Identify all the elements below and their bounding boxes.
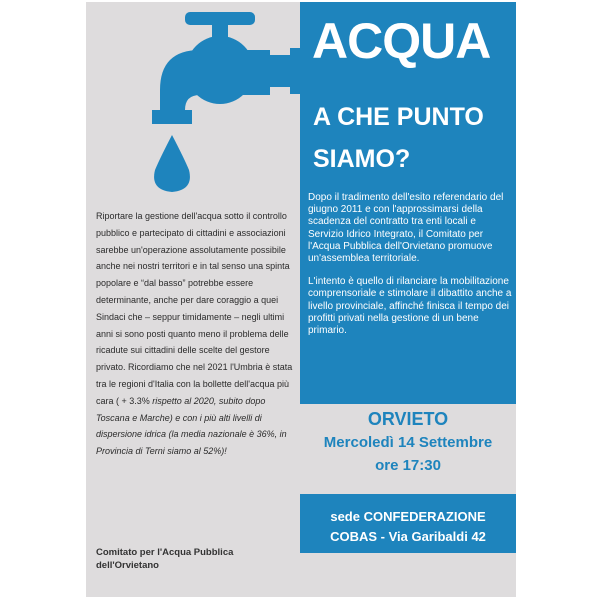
intro-paragraph-1: Dopo il tradimento dell'esito referendario del giugno 2011 e con l'approssimarsi della scadenza del contratto tra enti locali e Servizio Idrico Integrato, il Comitato per l'Acqua Pubblica dell'Orvietano promuove un'assemblea territoriale. bbox=[308, 192, 504, 265]
body-text-italic: rispetto al 2020, subito dopo Toscana e Marche) e con i più alti livelli di dispersione idrica (la media nazionale è 36%, in Provincia di Terni siamo al 52%)! bbox=[96, 395, 287, 457]
intro-text bbox=[308, 192, 512, 348]
body-text-main: Riportare la gestione dell'acqua sotto il controllo pubblico e partecipato di cittadini e associazioni sarebbe un'operazione assolutamente possibile anche nei nostri territori e in tal senso una spinta popolare e “dal basso” potrebbe essere determinante, anche per dare coraggio a quei Sindaci che – seppur timidamente – negli ultimi anni si sono posti quanto meno il problema delle ricadute sui cittadini delle scelte del gestore privato. Ricordiamo che nel 2021 l'Umbria è stata tra le regioni d'Italia con la bollette dell'acqua più cara ( + 3.3% bbox=[96, 211, 293, 406]
title-line-3: SIAMO? bbox=[313, 145, 411, 173]
bottom-band bbox=[300, 553, 516, 597]
event-venue bbox=[300, 507, 516, 547]
body-text bbox=[96, 208, 296, 460]
event-time: ore 17:30 bbox=[375, 457, 441, 474]
intro-paragraph-2: L'intento è quello di rilanciare la mobilitazione comprensoriale e stimolare il dibattito anche a livello provinciale, affinché finisca il tempo dei profitti privati nella gestione di un bene primario. bbox=[308, 276, 512, 337]
signature: Comitato per l'Acqua Pubblica dell'Orvietano bbox=[96, 547, 234, 571]
title-acqua: ACQUA bbox=[312, 13, 491, 69]
water-drop-icon bbox=[154, 135, 190, 192]
event-city: ORVIETO bbox=[367, 409, 449, 429]
event-date: Mercoledì 14 Settembre bbox=[323, 434, 493, 451]
water-tap-icon bbox=[130, 10, 305, 200]
venue-line-2: COBAS - Via Garibaldi 42 bbox=[330, 529, 486, 544]
title-line-2: A CHE PUNTO bbox=[313, 103, 484, 131]
venue-line-1: sede CONFEDERAZIONE bbox=[330, 509, 486, 524]
